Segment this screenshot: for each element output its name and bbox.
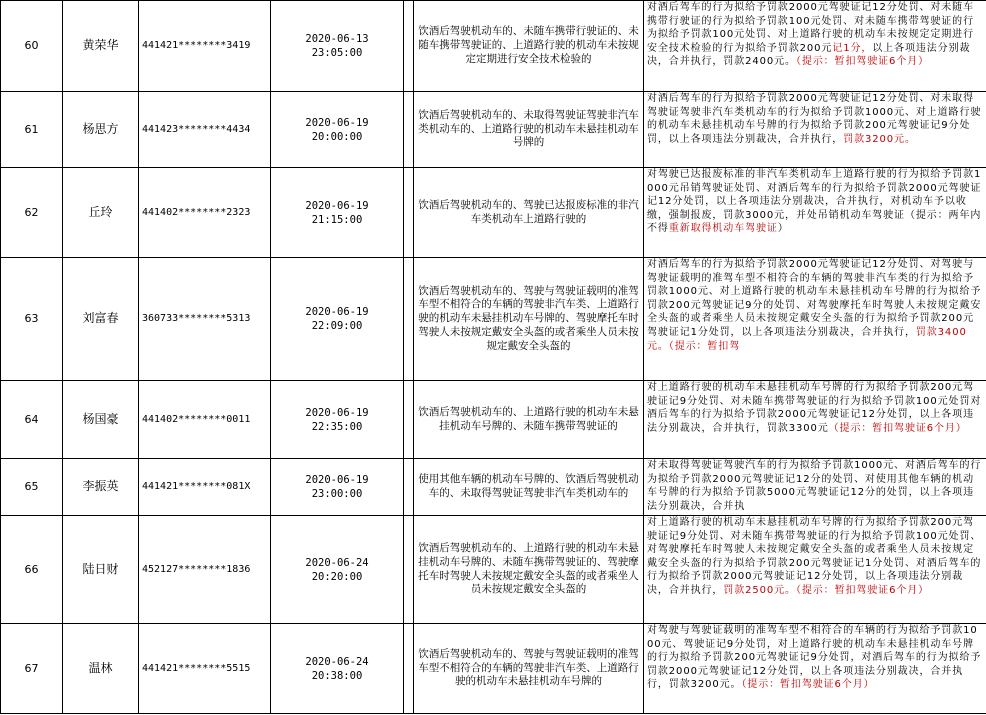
penalty-text: [644, 459, 986, 516]
penalty-main: 对上道路行驶的机动车未悬挂机动车号牌的行为拟给予罚款200元驾驶证记9分处罚、对未随车携带驾驶证的行为拟给予罚款100元处罚、对驾驶摩托车时驾驶人未按规定戴安全头盔的或者乘坐人员未按规定戴安全头盔的行为拟给予罚款200元驾驶证记1分处罚、对酒后驾车的行为拟给予罚款2000元驾驶证记12分处罚，以上各项违法分别裁决，合并执行，: [647, 517, 982, 596]
violation-date: 2020-06-13: [305, 33, 369, 45]
blank-cell: [404, 459, 414, 516]
violation-datetime: [271, 168, 404, 258]
penalty-note: （提示：暂扣驾驶证6个月）: [828, 422, 967, 434]
id-number: 441423********4434: [139, 92, 271, 168]
violation-datetime: [271, 258, 404, 381]
violation-time: 20:00:00: [311, 130, 363, 143]
offense-description: 饮酒后驾驶机动车的、未随车携带行驶证的、未随车携带驾驶证的、上道路行驶的机动车未按规定定期进行安全技术检验的: [414, 1, 644, 92]
table-row: [1, 168, 986, 258]
penalty-highlight: 罚款3200元。: [843, 133, 916, 145]
violation-datetime: [271, 624, 404, 714]
violation-datetime: [271, 1, 404, 92]
person-name: 陆日财: [63, 516, 139, 624]
id-number: 441421********3419: [139, 1, 271, 92]
table-row: [1, 624, 986, 714]
violation-time: 23:05:00: [311, 47, 363, 59]
penalty-text: [644, 258, 986, 381]
violation-date: 2020-06-24: [305, 655, 369, 668]
blank-cell: [404, 1, 414, 92]
violation-date: 2020-06-19: [305, 306, 369, 318]
penalty-tail: 以上各项违法分别裁决，合并执行，罚款2400元。: [647, 42, 971, 68]
violation-time: 21:15:00: [311, 213, 363, 226]
row-index: 63: [1, 258, 63, 381]
violation-datetime: [271, 459, 404, 516]
penalty-note: （提示：暂扣驾驶证6个月）: [741, 679, 875, 691]
violation-time: 23:00:00: [311, 488, 363, 500]
row-index: 61: [1, 92, 63, 168]
row-index: 64: [1, 381, 63, 459]
id-number: 441421********5515: [139, 624, 271, 714]
penalty-highlight: 罚款2500元。: [723, 584, 796, 596]
violation-date: 2020-06-19: [305, 474, 369, 486]
person-name: 杨思方: [63, 92, 139, 168]
person-name: 刘富春: [63, 258, 139, 381]
violation-time: 22:35:00: [311, 420, 363, 433]
penalty-main: 对驾驶与驾驶证载明的准驾车型不相符合的车辆的行为拟给予罚款1000元、驾驶证记9分处罚，对上道路行驶的机动车未悬挂机动车号牌的行为拟给予罚款200元驾驶证记9分处罚，对酒后驾车的行为拟给予罚款2000元驾驶证记12分处罚，以上各项违法分别裁决，合并执行，罚款3200元。: [647, 625, 982, 691]
table-row: [1, 1, 986, 92]
person-name: 杨国豪: [63, 381, 139, 459]
penalty-main: 对酒后驾车的行为拟给予罚款2000元驾驶证记12分处罚、对未随车携带行驶证的行为拟给予罚款100元处罚、对未随车携带驾驶证的行为拟给予罚款100元处罚、对上道路行驶的机动车未按规定定期进行安全技术检验的行为拟给予罚款200元: [647, 2, 974, 54]
penalty-main: 对驾驶已达报废标准的非汽车类机动车上道路行驶的行为拟给予罚款1000元吊销驾驶证处罚、对酒后驾车的行为拟给予罚款2000元驾驶证记12分处罚，以上各项违法分别裁决，合并执行，对机动车予以收缴，强制报废，罚款3000元，并处吊销机动车驾驶证（提示：两年内不得: [647, 169, 982, 235]
blank-cell: [404, 381, 414, 459]
penalty-main: 对酒后驾车的行为拟给予罚款2000元驾驶证记12分处罚、对驾驶与驾驶证载明的准驾车型不相符合的车辆的驾驶非汽车类的行为拟给予罚款1000元、对上道路行驶的机动车未悬挂机动车号牌的行为拟给予罚款200元驾驶证记9分的处罚、对驾驶摩托车时驾驶人未按规定戴安全头盔的或者乘坐人员未按规定戴安全头盔的行为拟给予罚款200元驾驶证记1分处罚，以上各项违法分别裁决，合并执行，: [647, 259, 982, 338]
blank-cell: [404, 258, 414, 381]
id-number: 360733********5313: [139, 258, 271, 381]
penalty-main: 对未取得驾驶证驾驶汽车的行为拟给予罚款1000元、对酒后驾车的行为拟给予罚款2000元驾驶证记12分的处罚、对使用其他车辆的机动车号牌的行为拟给予罚款5000元驾驶证记12分的处罚，以上各项违法分别裁决，合并执: [647, 460, 982, 512]
row-index: 60: [1, 1, 63, 92]
offense-description: 饮酒后驾驶机动车的、上道路行驶的机动车未悬挂机动车号牌的、未随车携带驾驶证的: [414, 381, 644, 459]
penalty-main: 对酒后驾车的行为拟给予罚款2000元驾驶证记12分处罚、对未取得驾驶证驾驶非汽车类机动车的行为拟给予罚款1000元、对上道路行驶的机动车未悬挂机动车号牌的行为拟给予罚款200元驾驶证记9分处罚，以上各项违法分别裁决，合并执行，: [647, 93, 982, 145]
penalty-tail: ）: [777, 223, 789, 235]
penalty-highlight: 记1分，: [832, 42, 873, 54]
violation-datetime: [271, 381, 404, 459]
violation-date: 2020-06-19: [305, 116, 369, 129]
offense-description: 饮酒后驾驶机动车的、未取得驾驶证驾驶非汽车类机动车的、上道路行驶的机动车未悬挂机动车号牌的: [414, 92, 644, 168]
table-row: [1, 258, 986, 381]
penalty-main: 对上道路行驶的机动车未悬挂机动车号牌的行为拟给予罚款200元驾驶证记9分处罚、对未随车携带驾驶证的行为拟给予罚款100元处罚对酒后驾车的行为拟给予罚款2000元驾驶证记12分处罚，以上各项违法分别裁决，合并执行，罚款3300元: [647, 382, 982, 434]
offense-description: 饮酒后驾驶机动车的、上道路行驶的机动车未悬挂机动车号牌的、未随车携带驾驶证的、驾驶摩托车时驾驶人未按规定戴安全头盔的或者乘坐人员未按规定戴安全头盔的: [414, 516, 644, 624]
violation-time: 20:20:00: [311, 570, 363, 583]
id-number: 441402********0011: [139, 381, 271, 459]
penalty-highlight: 重新取得机动车驾驶证: [668, 223, 778, 235]
table-row: [1, 381, 986, 459]
penalty-text: [644, 92, 986, 168]
table-row: [1, 92, 986, 168]
violation-time: 22:09:00: [311, 320, 363, 332]
penalty-tail: （提示：暂扣驾驶证6个月）: [795, 584, 930, 596]
blank-cell: [404, 168, 414, 258]
blank-cell: [404, 516, 414, 624]
blank-cell: [404, 92, 414, 168]
row-index: 66: [1, 516, 63, 624]
person-name: 丘玲: [63, 168, 139, 258]
offense-description: 饮酒后驾驶机动车的、驾驶与驾驶证载明的准驾车型不相符合的车辆的驾驶非汽车类、上道路行驶的机动车未悬挂机动车号牌的: [414, 624, 644, 714]
penalty-text: [644, 624, 986, 714]
table-row: [1, 459, 986, 516]
offense-description: 使用其他车辆的机动车号牌的、饮酒后驾驶机动车的、未取得驾驶证驾驶非汽车类机动车的: [414, 459, 644, 516]
penalty-text: [644, 381, 986, 459]
row-index: 67: [1, 624, 63, 714]
violation-datetime: [271, 516, 404, 624]
penalty-note: （提示：暂扣驾驶证6个月）: [795, 56, 930, 68]
person-name: 黄荣华: [63, 1, 139, 92]
penalty-highlight: 罚款3400元。（提示：暂扣驾: [647, 326, 967, 352]
row-index: 65: [1, 459, 63, 516]
id-number: 441421********081X: [139, 459, 271, 516]
table-row: [1, 516, 986, 624]
offense-description: 饮酒后驾驶机动车的、驾驶已达报废标准的非汽车类机动车上道路行驶的: [414, 168, 644, 258]
penalty-text: [644, 168, 986, 258]
violation-date: 2020-06-19: [305, 406, 369, 419]
penalty-text: [644, 516, 986, 624]
blank-cell: [404, 624, 414, 714]
id-number: 452127********1836: [139, 516, 271, 624]
violation-time: 20:38:00: [311, 669, 363, 682]
row-index: 62: [1, 168, 63, 258]
violation-date: 2020-06-19: [305, 199, 369, 212]
id-number: 441402********2323: [139, 168, 271, 258]
person-name: 温林: [63, 624, 139, 714]
violation-datetime: [271, 92, 404, 168]
offense-description: 饮酒后驾驶机动车的、驾驶与驾驶证载明的准驾车型不相符合的车辆的驾驶非汽车类、上道路行驶的机动车未悬挂机动车号牌的、驾驶摩托车时驾驶人未按规定戴安全头盔的或者乘坐人员未按规定戴安全头盔的: [414, 258, 644, 381]
person-name: 李振英: [63, 459, 139, 516]
penalty-text: [644, 1, 986, 92]
violation-date: 2020-06-24: [305, 556, 369, 569]
